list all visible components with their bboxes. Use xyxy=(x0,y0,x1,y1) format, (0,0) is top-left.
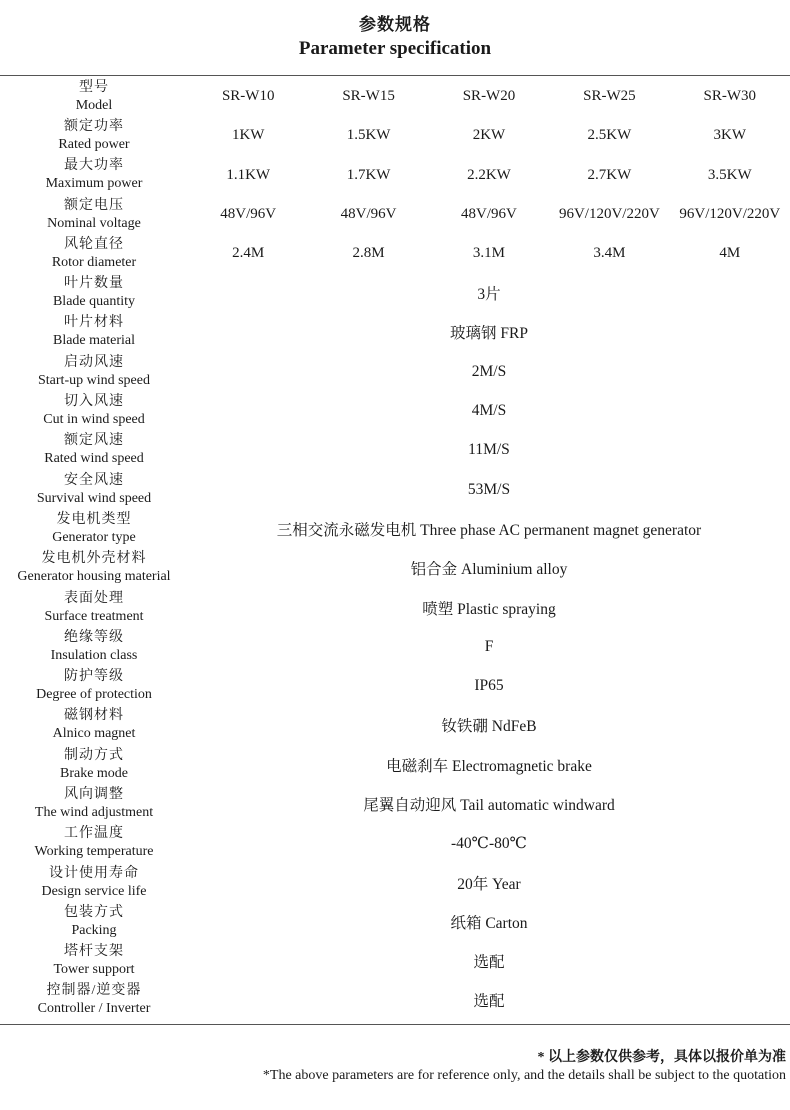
spec-value: 3KW xyxy=(713,127,747,144)
spec-label xyxy=(0,588,188,627)
spec-label-english: Model xyxy=(75,97,113,113)
spec-row xyxy=(0,509,790,548)
spec-label xyxy=(0,391,188,430)
spec-label xyxy=(0,77,188,116)
spec-label xyxy=(0,824,188,863)
spec-label-chinese: 额定风速 xyxy=(64,433,124,449)
spec-value: SR-W15 xyxy=(342,88,395,105)
spec-label-chinese: 工作温度 xyxy=(64,826,124,842)
spec-label-english: Cut in wind speed xyxy=(43,412,145,428)
spec-value-shared: 53M/S xyxy=(467,480,511,498)
spec-value-shared: 选配 xyxy=(473,954,505,972)
spec-label xyxy=(0,116,188,155)
spec-value-shared: 尾翼自动迎风 Tail automatic windward xyxy=(363,796,615,814)
spec-value: 48V/96V xyxy=(220,206,277,223)
spec-label xyxy=(0,313,188,352)
spec-value: SR-W25 xyxy=(583,88,636,105)
spec-label xyxy=(0,784,188,823)
spec-label xyxy=(0,509,188,548)
spec-value-shared: F xyxy=(484,637,494,655)
spec-value-shared: 喷塑 Plastic spraying xyxy=(422,600,556,618)
spec-value-shared: 20年 Year xyxy=(457,875,521,893)
spec-label-chinese: 磁钢材料 xyxy=(64,708,124,724)
spec-label-chinese: 叶片数量 xyxy=(64,276,124,292)
spec-value-shared: 11M/S xyxy=(468,441,510,459)
spec-row xyxy=(0,784,790,823)
spec-row xyxy=(0,470,790,509)
spec-value: 2KW xyxy=(472,127,506,144)
spec-label-english: Survival wind speed xyxy=(36,490,152,506)
spec-row xyxy=(0,273,790,312)
spec-label xyxy=(0,902,188,941)
spec-row xyxy=(0,116,790,155)
spec-row xyxy=(0,352,790,391)
spec-row xyxy=(0,824,790,863)
spec-label-english: The wind adjustment xyxy=(34,804,154,820)
spec-label xyxy=(0,549,188,588)
spec-value-shared: 玻璃钢 FRP xyxy=(450,325,528,343)
spec-row xyxy=(0,666,790,705)
spec-label-chinese: 表面处理 xyxy=(64,590,124,606)
spec-label xyxy=(0,942,188,981)
spec-label-english: Generator housing material xyxy=(17,569,171,585)
spec-value: 2.5KW xyxy=(587,127,632,144)
spec-label-english: Rated power xyxy=(58,136,130,152)
spec-value: 2.7KW xyxy=(587,166,632,183)
spec-label-english: Packing xyxy=(71,922,117,938)
spec-label xyxy=(0,627,188,666)
spec-value-shared: 三相交流永磁发电机 Three phase AC permanent magnet generator xyxy=(276,521,702,539)
spec-value: 2.4M xyxy=(232,245,265,262)
spec-label-chinese: 风向调整 xyxy=(64,786,124,802)
spec-value: 2.2KW xyxy=(467,166,511,183)
spec-label-english: Nominal voltage xyxy=(47,215,141,231)
spec-label-chinese: 制动方式 xyxy=(64,747,124,763)
spec-label-english: Rotor diameter xyxy=(51,254,137,270)
spec-label-chinese: 额定电压 xyxy=(64,197,124,213)
spec-value: SR-W20 xyxy=(462,88,516,105)
spec-label-chinese: 切入风速 xyxy=(64,394,124,410)
spec-label-english: Surface treatment xyxy=(44,608,144,624)
spec-label-chinese: 设计使用寿命 xyxy=(49,865,139,881)
spec-row xyxy=(0,234,790,273)
spec-row xyxy=(0,706,790,745)
reference-note-chinese: * 以上参数仅供参考，具体以报价单为准 xyxy=(537,1050,786,1065)
spec-label-chinese: 绝缘等级 xyxy=(64,629,124,645)
spec-row xyxy=(0,588,790,627)
spec-label-chinese: 防护等级 xyxy=(64,669,124,685)
spec-label-chinese: 型号 xyxy=(79,79,109,95)
spec-value-shared: 钕铁硼 NdFeB xyxy=(441,718,537,736)
spec-label-chinese: 启动风速 xyxy=(64,354,124,370)
spec-row xyxy=(0,942,790,981)
spec-label-english: Controller / Inverter xyxy=(37,1001,151,1017)
spec-value: SR-W10 xyxy=(221,88,275,105)
spec-label-chinese: 额定功率 xyxy=(64,118,124,134)
spec-label-chinese: 发电机类型 xyxy=(56,511,132,527)
spec-row xyxy=(0,431,790,470)
spec-label-english: Degree of protection xyxy=(36,687,152,703)
spec-row xyxy=(0,195,790,234)
spec-label xyxy=(0,863,188,902)
spec-label-chinese: 塔杆支架 xyxy=(64,944,124,960)
spec-value-shared: -40℃-80℃ xyxy=(450,834,527,852)
spec-value-shared: 纸箱 Carton xyxy=(450,914,528,932)
spec-value: SR-W30 xyxy=(703,88,757,105)
spec-row xyxy=(0,391,790,430)
spec-label-english: Blade quantity xyxy=(52,294,136,310)
spec-label-english: Maximum power xyxy=(45,176,143,192)
spec-value: 1.7KW xyxy=(346,166,391,183)
spec-label xyxy=(0,431,188,470)
spec-label-english: Design service life xyxy=(41,883,147,899)
spec-label-english: Rated wind speed xyxy=(44,451,144,467)
spec-row xyxy=(0,863,790,902)
spec-label-english: Tower support xyxy=(53,962,135,978)
spec-label-english: Start-up wind speed xyxy=(38,372,150,388)
spec-label-english: Generator type xyxy=(52,529,136,545)
spec-label-chinese: 包装方式 xyxy=(64,904,124,920)
spec-value-shared: 选配 xyxy=(473,993,505,1011)
spec-label xyxy=(0,745,188,784)
spec-row xyxy=(0,549,790,588)
spec-value: 1.5KW xyxy=(346,127,391,144)
page-title-english: Parameter specification xyxy=(298,38,492,59)
page-title-chinese: 参数规格 xyxy=(359,15,431,34)
spec-value: 1KW xyxy=(231,127,265,144)
spec-label xyxy=(0,352,188,391)
spec-value: 3.4M xyxy=(593,245,626,262)
spec-value: 1.1KW xyxy=(226,166,271,183)
spec-value: 96V/120V/220V xyxy=(558,206,660,223)
spec-value: 4M xyxy=(719,245,741,262)
spec-label-chinese: 控制器/逆变器 xyxy=(46,983,142,999)
spec-row xyxy=(0,313,790,352)
spec-value: 2.8M xyxy=(352,245,385,262)
spec-value: 3.1M xyxy=(472,245,506,262)
spec-label-chinese: 风轮直径 xyxy=(64,236,124,252)
spec-label-english: Insulation class xyxy=(50,647,138,663)
spec-row xyxy=(0,981,790,1020)
specification-table xyxy=(0,77,790,1020)
spec-label xyxy=(0,666,188,705)
spec-value: 3.5KW xyxy=(707,166,752,183)
spec-row xyxy=(0,156,790,195)
spec-label xyxy=(0,156,188,195)
spec-label xyxy=(0,273,188,312)
spec-label-english: Alnico magnet xyxy=(52,726,136,742)
spec-label-chinese: 发电机外壳材料 xyxy=(41,551,147,567)
spec-value-shared: 2M/S xyxy=(471,362,507,380)
spec-label-english: Blade material xyxy=(52,333,136,349)
spec-value-shared: 铝合金 Aluminium alloy xyxy=(410,561,568,579)
spec-value: 48V/96V xyxy=(340,206,397,223)
spec-label xyxy=(0,470,188,509)
table-top-rule xyxy=(0,75,790,76)
spec-row xyxy=(0,745,790,784)
title-block xyxy=(0,14,790,62)
reference-note-english: *The above parameters are for reference only, and the details shall be subject to the quotation xyxy=(262,1068,786,1083)
spec-label-english: Brake mode xyxy=(59,765,129,781)
spec-value-shared: 4M/S xyxy=(471,402,507,420)
spec-label xyxy=(0,195,188,234)
spec-label-chinese: 最大功率 xyxy=(64,158,124,174)
spec-label-chinese: 安全风速 xyxy=(64,472,124,488)
table-bottom-rule xyxy=(0,1024,790,1025)
spec-label-english: Working temperature xyxy=(34,844,154,860)
spec-value-shared: IP65 xyxy=(474,677,504,695)
spec-value-shared: 3片 xyxy=(477,286,501,304)
spec-value: 96V/120V/220V xyxy=(679,206,781,223)
spec-label xyxy=(0,706,188,745)
spec-label xyxy=(0,981,188,1020)
spec-row xyxy=(0,77,790,116)
spec-value-shared: 电磁刹车 Electromagnetic brake xyxy=(386,757,592,775)
spec-row xyxy=(0,627,790,666)
spec-label xyxy=(0,234,188,273)
spec-label-chinese: 叶片材料 xyxy=(64,315,124,331)
spec-row xyxy=(0,902,790,941)
spec-value: 48V/96V xyxy=(461,206,517,223)
